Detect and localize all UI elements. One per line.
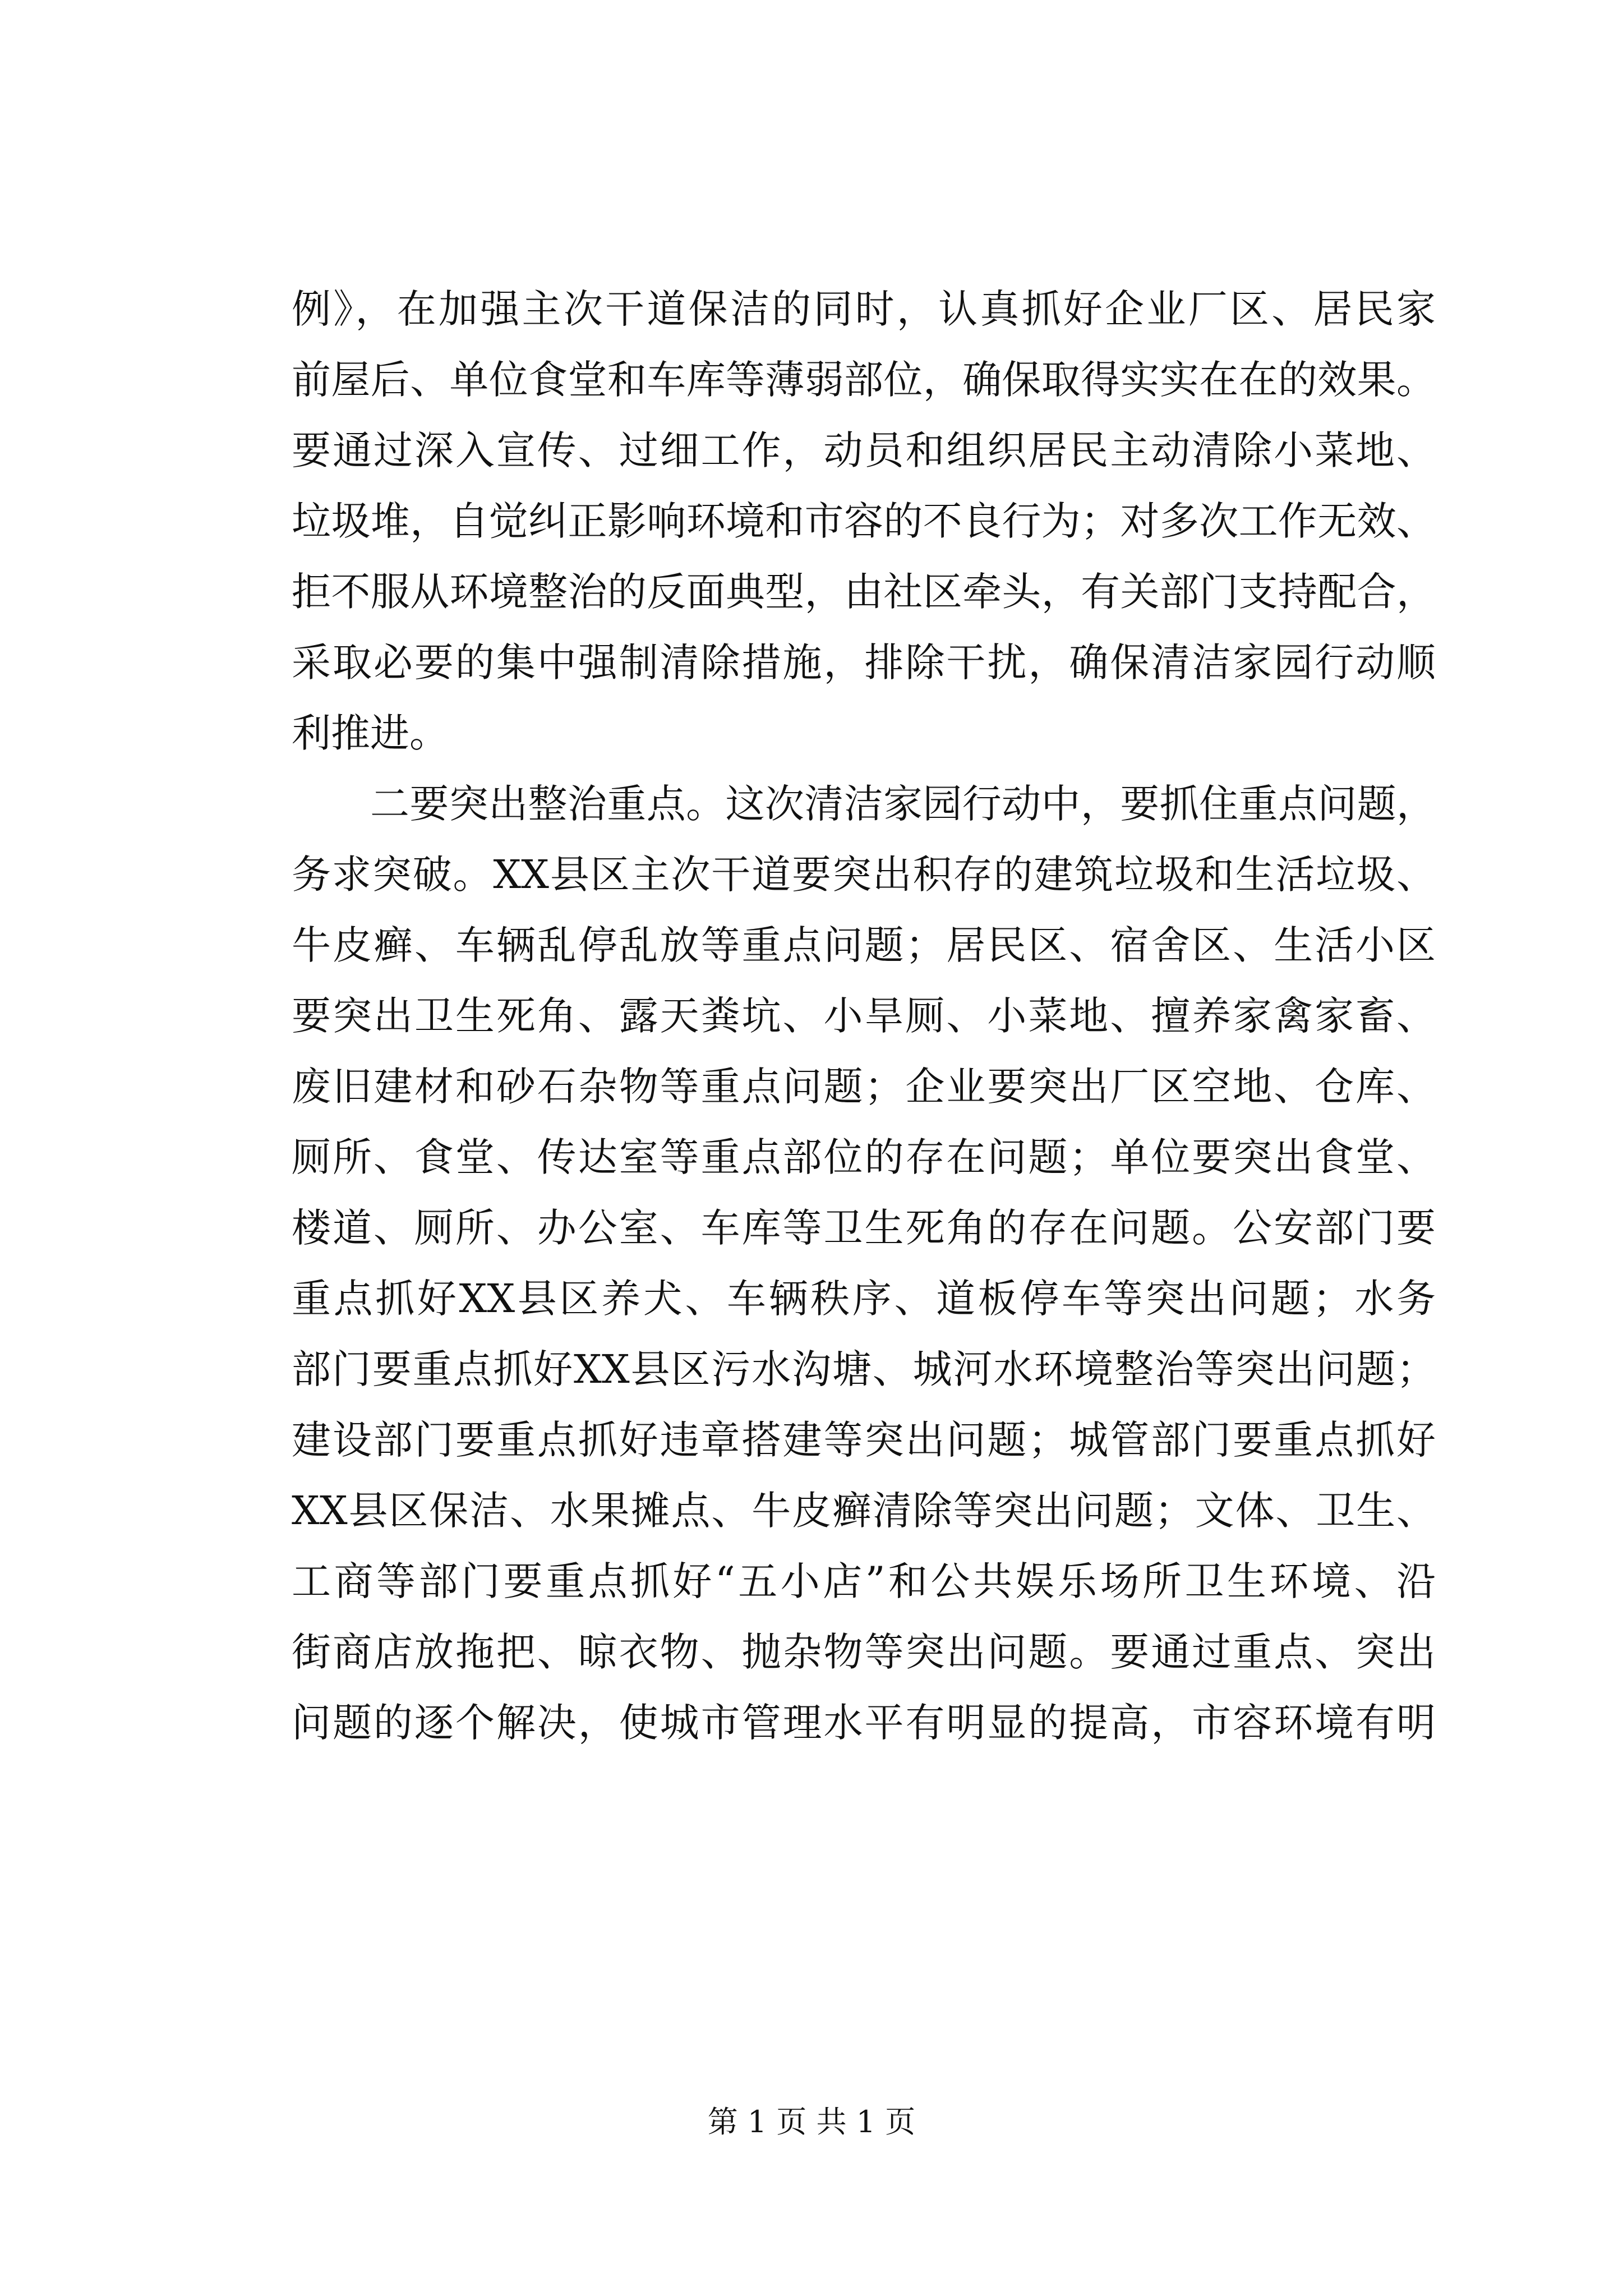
text-line-15: 重点抓好XX县区养犬、车辆秩序、道板停车等突出问题；水务	[292, 1276, 1436, 1322]
text-line-21: 问题的逐个解决，使城市管理水平有明显的提高，市容环境有明	[292, 1700, 1436, 1746]
text-line-18: XX县区保洁、水果摊点、牛皮癣清除等突出问题；文体、卫生、	[292, 1488, 1436, 1534]
text-line-17: 建设部门要重点抓好违章搭建等突出问题；城管部门要重点抓好	[292, 1417, 1436, 1463]
text-line-13: 厕所、食堂、传达室等重点部位的存在问题；单位要突出食堂、	[292, 1134, 1436, 1180]
text-line-6: 采取必要的集中强制清除措施，排除干扰，确保清洁家园行动顺	[292, 639, 1436, 685]
text-line-10: 牛皮癣、车辆乱停乱放等重点问题；居民区、宿舍区、生活小区	[292, 922, 1436, 968]
text-line-11: 要突出卫生死角、露天粪坑、小旱厕、小菜地、擅养家禽家畜、	[292, 993, 1436, 1039]
text-line-3: 要通过深入宣传、过细工作，动员和组织居民主动清除小菜地、	[292, 427, 1436, 473]
page-footer: 第 1 页 共 1 页	[707, 2104, 916, 2139]
body-text	[292, 274, 1436, 1758]
text-line-12: 废旧建材和砂石杂物等重点问题；企业要突出厂区空地、仓库、	[292, 1064, 1436, 1110]
text-line-7: 利推进。	[292, 710, 449, 756]
text-line-4: 垃圾堆，自觉纠正影响环境和市容的不良行为；对多次工作无效、	[292, 498, 1436, 544]
text-line-9: 务求突破。XX县区主次干道要突出积存的建筑垃圾和生活垃圾、	[292, 852, 1436, 898]
text-line-8: 二要突出整治重点。这次清洁家园行动中，要抓住重点问题，	[370, 781, 1436, 827]
text-line-16: 部门要重点抓好XX县区污水沟塘、城河水环境整治等突出问题；	[292, 1346, 1436, 1392]
text-line-20: 街商店放拖把、晾衣物、抛杂物等突出问题。要通过重点、突出	[292, 1629, 1436, 1675]
text-line-14: 楼道、厕所、办公室、车库等卫生死角的存在问题。公安部门要	[292, 1205, 1436, 1251]
text-line-19: 工商等部门要重点抓好“五小店”和公共娱乐场所卫生环境、沿	[292, 1558, 1436, 1604]
text-line-5: 拒不服从环境整治的反面典型，由社区牵头，有关部门支持配合，	[292, 569, 1436, 615]
text-line-2: 前屋后、单位食堂和车库等薄弱部位，确保取得实实在在的效果。	[292, 357, 1436, 403]
text-line-1: 例》，在加强主次干道保洁的同时，认真抓好企业厂区、居民家	[292, 286, 1436, 332]
